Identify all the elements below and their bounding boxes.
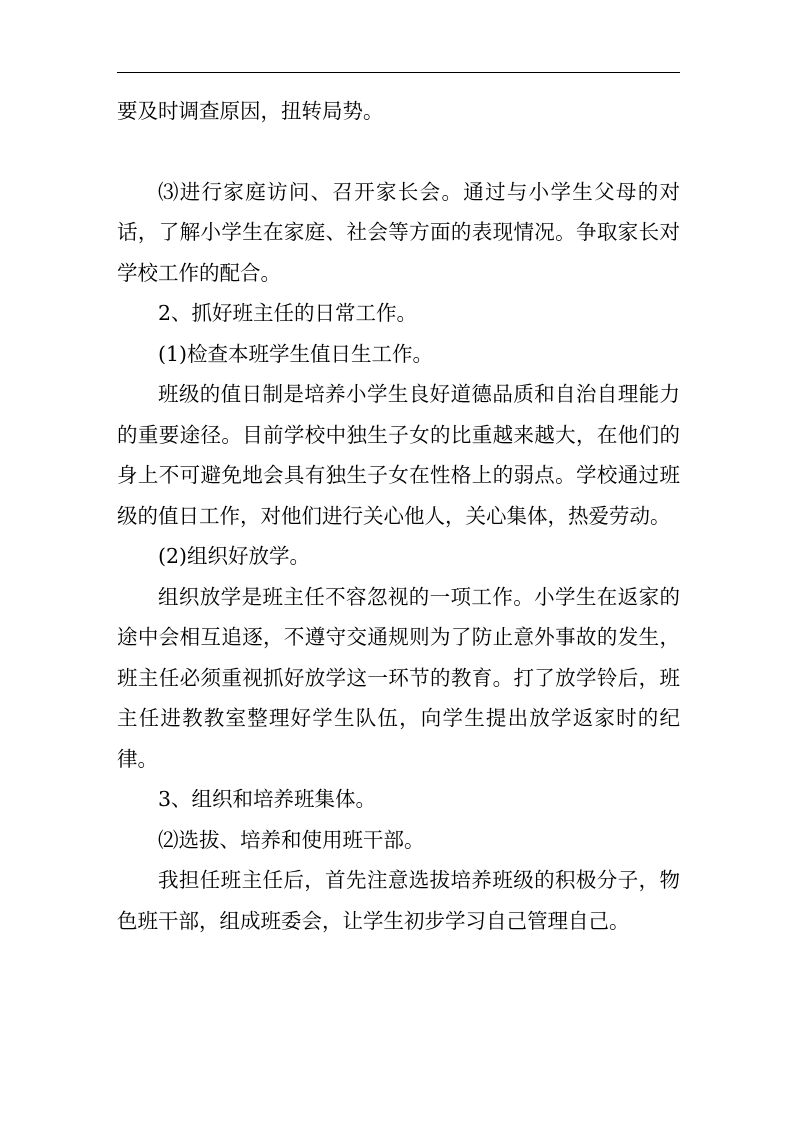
subheading-class-cadres: ⑵选拔、培养和使用班干部。 [158,827,425,852]
section-heading-class-collective: 3、组织和培养班集体。 [158,787,377,811]
paragraph-continuation: 要及时调查原因，扭转局势。 [117,99,384,123]
paragraph-class-cadres: 我担任班主任后，首先注意选拔培养班级的积极分子，物色班干部，组成班委会，让学生初步学习自己管理自己。 [117,868,680,933]
subheading-dismissal: (2)组织好放学。 [158,544,311,568]
section-heading-daily-work: 2、抓好班主任的日常工作。 [158,301,418,325]
subheading-duty-check: (1)检查本班学生值日生工作。 [158,341,434,366]
header-rule [117,72,680,73]
document-body [117,91,680,941]
paragraph-home-visits: ⑶进行家庭访问、召开家长会。通过与小学生父母的对话，了解小学生在家庭、社会等方面的表现情况。争取家长对学校工作的配合。 [117,179,680,285]
paragraph-duty-system: 班级的值日制是培养小学生良好道德品质和自治自理能力的重要途径。目前学校中独生子女的比重越来越大，在他们的身上不可避免地会具有独生子女在性格上的弱点。学校通过班级的值日工作，对他们进行关心他人，关心集体，热爱劳动。 [117,382,680,528]
paragraph-dismissal: 组织放学是班主任不容忽视的一项工作。小学生在返家的途中会相互追逐，不遵守交通规则为了防止意外事故的发生，班主任必须重视抓好放学这一环节的教育。打了放学铃后，班主任进教教室整理好学生队伍，向学生提出放学返家时的纪律。 [117,584,680,771]
